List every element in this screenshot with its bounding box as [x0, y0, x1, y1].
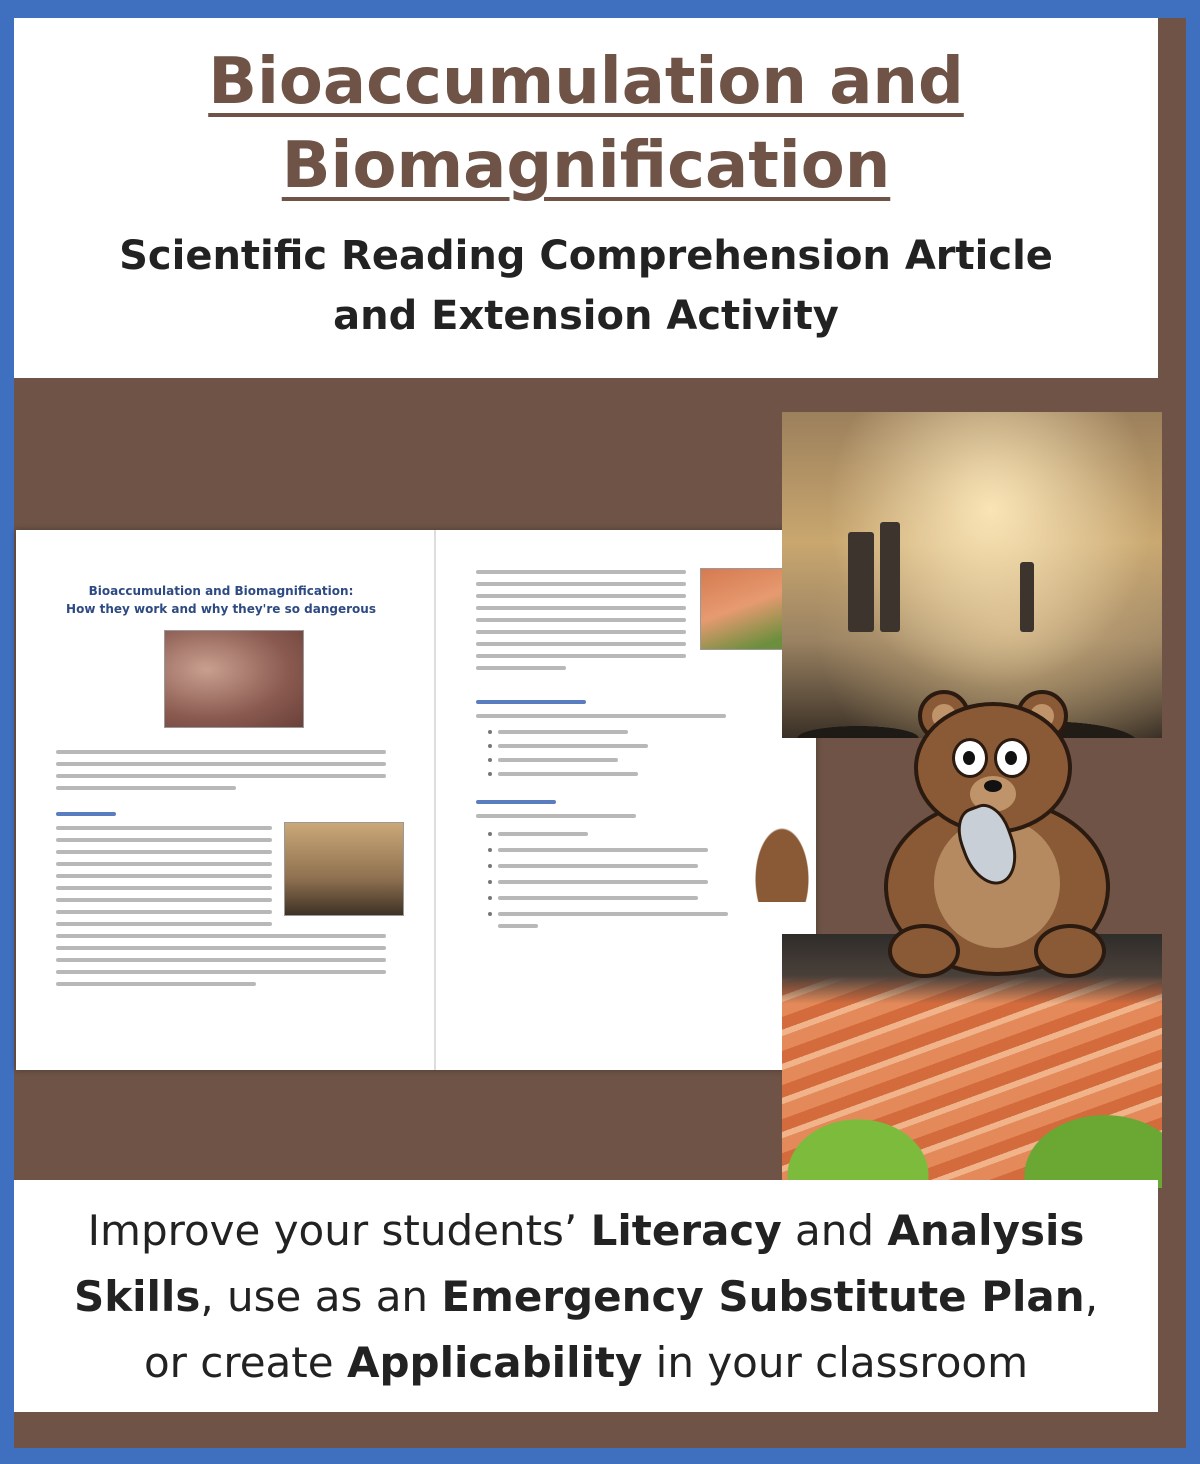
text-line	[498, 864, 698, 868]
text-line	[56, 910, 272, 914]
footer-text: in your classroom	[642, 1338, 1029, 1387]
title-line-2: Biomagnification	[281, 129, 891, 203]
document-preview	[16, 530, 816, 1070]
bullet	[488, 848, 492, 852]
text-line	[498, 924, 538, 928]
section-heading	[56, 812, 116, 816]
smokestack	[848, 532, 874, 632]
footer-line-3	[14, 1330, 1158, 1396]
text-line	[56, 886, 272, 890]
text-line	[498, 848, 708, 852]
text-line	[476, 630, 686, 634]
bear-eye	[994, 738, 1030, 778]
bullet	[488, 896, 492, 900]
text-line	[56, 826, 272, 830]
subtitle	[54, 226, 1118, 346]
text-line	[476, 654, 686, 658]
text-line	[56, 786, 236, 790]
bullet	[488, 832, 492, 836]
bullet	[488, 772, 492, 776]
footer-text: , use as an	[200, 1272, 442, 1321]
smokestack	[880, 522, 900, 632]
text-line	[56, 750, 386, 754]
document-title-line-1: Bioaccumulation and Biomagnification:	[88, 584, 354, 598]
bear-foot	[888, 924, 960, 978]
header-panel	[14, 18, 1158, 378]
footer-emphasis: Applicability	[346, 1338, 643, 1387]
section-heading	[476, 800, 556, 804]
text-line	[476, 814, 636, 818]
text-line	[56, 946, 386, 950]
bullet	[488, 864, 492, 868]
text-line	[498, 896, 698, 900]
text-line	[498, 832, 588, 836]
text-line	[498, 744, 648, 748]
text-line	[56, 850, 272, 854]
section-heading	[476, 700, 586, 704]
document-page-left	[16, 530, 416, 1070]
bear-eye	[952, 738, 988, 778]
text-line	[476, 606, 686, 610]
text-line	[56, 982, 256, 986]
text-line	[476, 666, 566, 670]
page-divider	[434, 530, 436, 1070]
text-line	[56, 922, 272, 926]
text-line	[498, 880, 708, 884]
bullet	[488, 730, 492, 734]
document-page-right	[438, 530, 838, 1070]
subtitle-line-2: and Extension Activity	[333, 293, 839, 339]
footer-emphasis: Analysis	[887, 1206, 1085, 1255]
smog-thumbnail	[284, 822, 404, 916]
footer-panel	[14, 1180, 1158, 1412]
footer-line-1	[14, 1198, 1158, 1264]
footer-emphasis: Skills	[73, 1272, 201, 1321]
text-line	[498, 730, 628, 734]
text-line	[476, 582, 686, 586]
text-line	[56, 774, 386, 778]
bear-illustration	[884, 688, 1110, 978]
bear-thumbnail	[754, 826, 810, 902]
document-title	[56, 582, 386, 618]
footer-text: Improve your students’	[87, 1206, 591, 1255]
bear-foot	[1034, 924, 1106, 978]
bullet	[488, 912, 492, 916]
footer-line-2	[14, 1264, 1158, 1330]
title-line-1: Bioaccumulation and	[208, 45, 964, 119]
text-line	[476, 714, 726, 718]
text-line	[56, 970, 386, 974]
text-line	[56, 874, 272, 878]
text-line	[498, 912, 728, 916]
footer-text: and	[781, 1206, 888, 1255]
text-line	[56, 898, 272, 902]
text-line	[498, 772, 638, 776]
fish-thumbnail	[164, 630, 304, 728]
bear-nose	[984, 780, 1002, 792]
text-line	[476, 570, 686, 574]
text-line	[56, 862, 272, 866]
text-line	[56, 934, 386, 938]
text-line	[476, 642, 686, 646]
subtitle-line-1: Scientific Reading Comprehension Article	[119, 233, 1053, 279]
text-line	[56, 958, 386, 962]
footer-emphasis: Literacy	[590, 1206, 782, 1255]
text-line	[498, 758, 618, 762]
text-line	[56, 838, 272, 842]
text-line	[476, 594, 686, 598]
footer-text: ,	[1084, 1272, 1099, 1321]
bullet	[488, 744, 492, 748]
text-line	[56, 762, 386, 766]
footer-text: or create	[143, 1338, 347, 1387]
smokestack	[1020, 562, 1034, 632]
bullet	[488, 880, 492, 884]
footer-emphasis: Emergency Substitute Plan	[441, 1272, 1085, 1321]
document-title-line-2: How they work and why they're so dangerous	[66, 602, 376, 616]
text-line	[476, 618, 686, 622]
page-title	[14, 18, 1158, 208]
bullet	[488, 758, 492, 762]
